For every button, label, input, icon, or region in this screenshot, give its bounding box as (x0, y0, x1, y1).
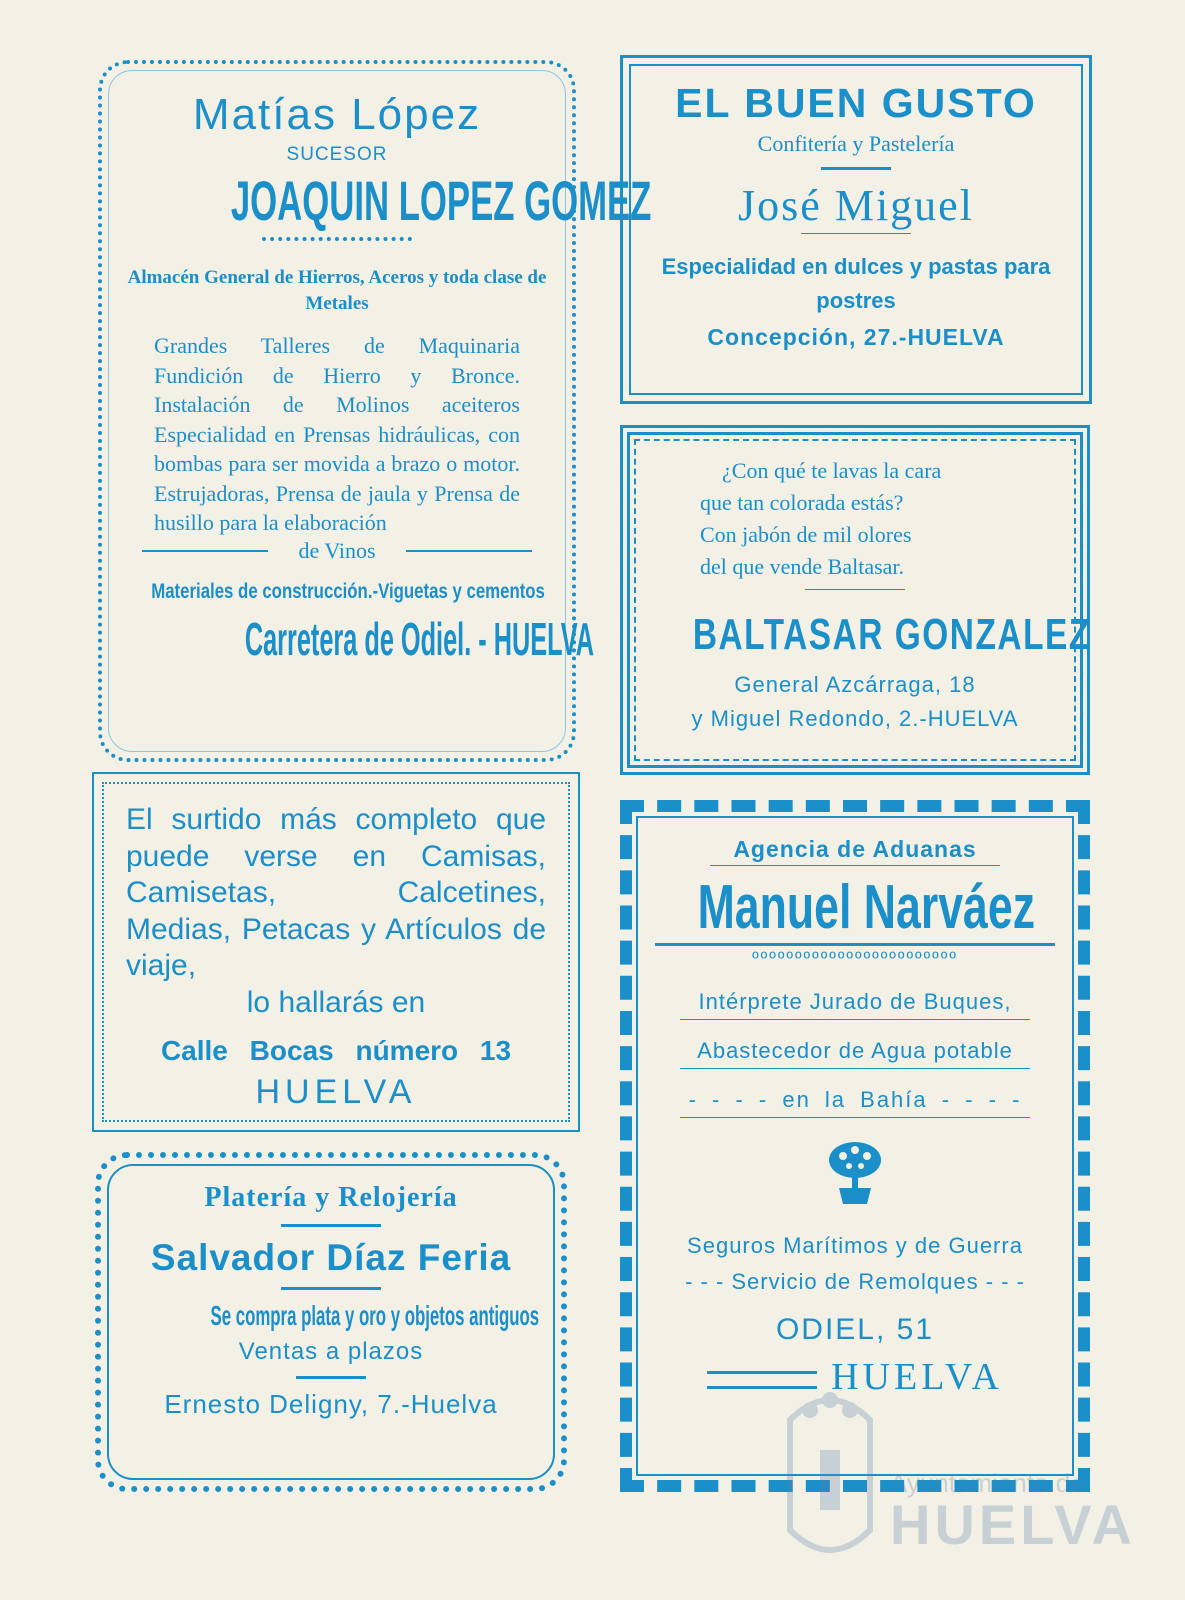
ad-baltasar (620, 425, 1090, 775)
ad-inner-border (102, 782, 570, 1122)
ad-line-1: Intérprete Jurado de Buques, (698, 989, 1012, 1014)
ad-body-last: lo hallarás en (246, 985, 426, 1019)
verse-line: ¿Con qué te lavas la cara (722, 458, 942, 483)
ad-title: Platería y Relojería (204, 1182, 458, 1213)
ad-ventas: Ventas a plazos (238, 1338, 424, 1365)
ad-address: Concepción, 27.-HUELVA (707, 324, 1005, 350)
ad-address-line-2: y Miguel Redondo, 2.-HUELVA (691, 706, 1019, 731)
ad-plateria (95, 1152, 567, 1492)
ad-line-4: Seguros Marítimos y de Guerra (687, 1233, 1023, 1258)
ad-subtitle: Confitería y Pastelería (757, 131, 955, 156)
ad-subtitle: SUCESOR (286, 144, 388, 165)
ad-name: BALTASAR GONZALEZ (692, 610, 1091, 659)
ad-address: Carretera de Odiel. - HUELVA (244, 612, 594, 665)
ad-address-line-1: General Azcárraga, 18 (734, 672, 976, 697)
ad-buen-gusto (620, 55, 1092, 404)
ad-city-text: HUELVA (831, 1356, 1003, 1398)
ad-body: El surtido más completo que puede verse en Camisas, Camisetas, Calcetines, Medias, Petacas y Artículos de viaje, (126, 803, 546, 982)
ad-title: Agencia de Aduanas (733, 836, 977, 862)
ad-title: EL BUEN GUSTO (675, 80, 1037, 126)
ad-title: Matías López (192, 90, 482, 139)
verse-line: del que vende Baltasar. (700, 554, 905, 579)
ad-name: Salvador Díaz Feria (150, 1237, 512, 1278)
ad-specialty: Especialidad en dulces y pastas para postres (661, 254, 1051, 313)
ad-surtido (92, 772, 580, 1132)
ad-line-3: - - - - en la Bahía - - - - (688, 1087, 1022, 1112)
ad-body-text: Grandes Talleres de Maquinaria Fundición de Hierro y Bronce. Instalación de Molinos aceiteros Especialidad en Prensas hidráulicas, con bombas para ser movida a brazo o motor. Estrujadoras, Prensa de jaula y Prensa de husillo para la elaboración (154, 333, 520, 535)
crest-icon (780, 1380, 880, 1570)
ad-street: ODIEL, 51 (775, 1313, 935, 1346)
ad-inner-border (634, 439, 1076, 761)
ad-street: Calle Bocas número 13 (160, 1035, 512, 1066)
ad-line-5: - - - Servicio de Remolques - - - (685, 1269, 1025, 1294)
watermark-text-1: Ayuntamiento de (890, 1468, 1085, 1498)
ad-compra: Se compra plata y oro y objetos antiguos (210, 1300, 540, 1331)
ad-inner-border (629, 64, 1083, 395)
ad-successor-name: JOAQUIN LOPEZ GOMEZ (230, 169, 652, 232)
watermark-text-2: HUELVA (890, 1493, 1136, 1556)
ad-business-line: Almacén General de Hierros, Aceros y toda clase de Metales (127, 267, 547, 314)
ad-city: HUELVA (255, 1073, 417, 1111)
ornament-icon: ºººººººººººººººººººººººº (752, 948, 958, 968)
ad-materials: Materiales de construcción.-Viguetas y cementos (151, 579, 545, 603)
ad-matias-lopez (98, 60, 652, 762)
verse-line: que tan colorada estás? (700, 490, 904, 515)
watermark (780, 1380, 1136, 1580)
ad-body-last: de Vinos (298, 537, 376, 563)
ad-line-2: Abastecedor de Agua potable (697, 1038, 1013, 1063)
ad-address: Ernesto Deligny, 7.-Huelva (164, 1389, 498, 1419)
verse-line: Con jabón de mil olores (700, 522, 912, 547)
ad-name: Manuel Narváez (697, 873, 1036, 942)
ad-owner: José Miguel (738, 181, 974, 230)
